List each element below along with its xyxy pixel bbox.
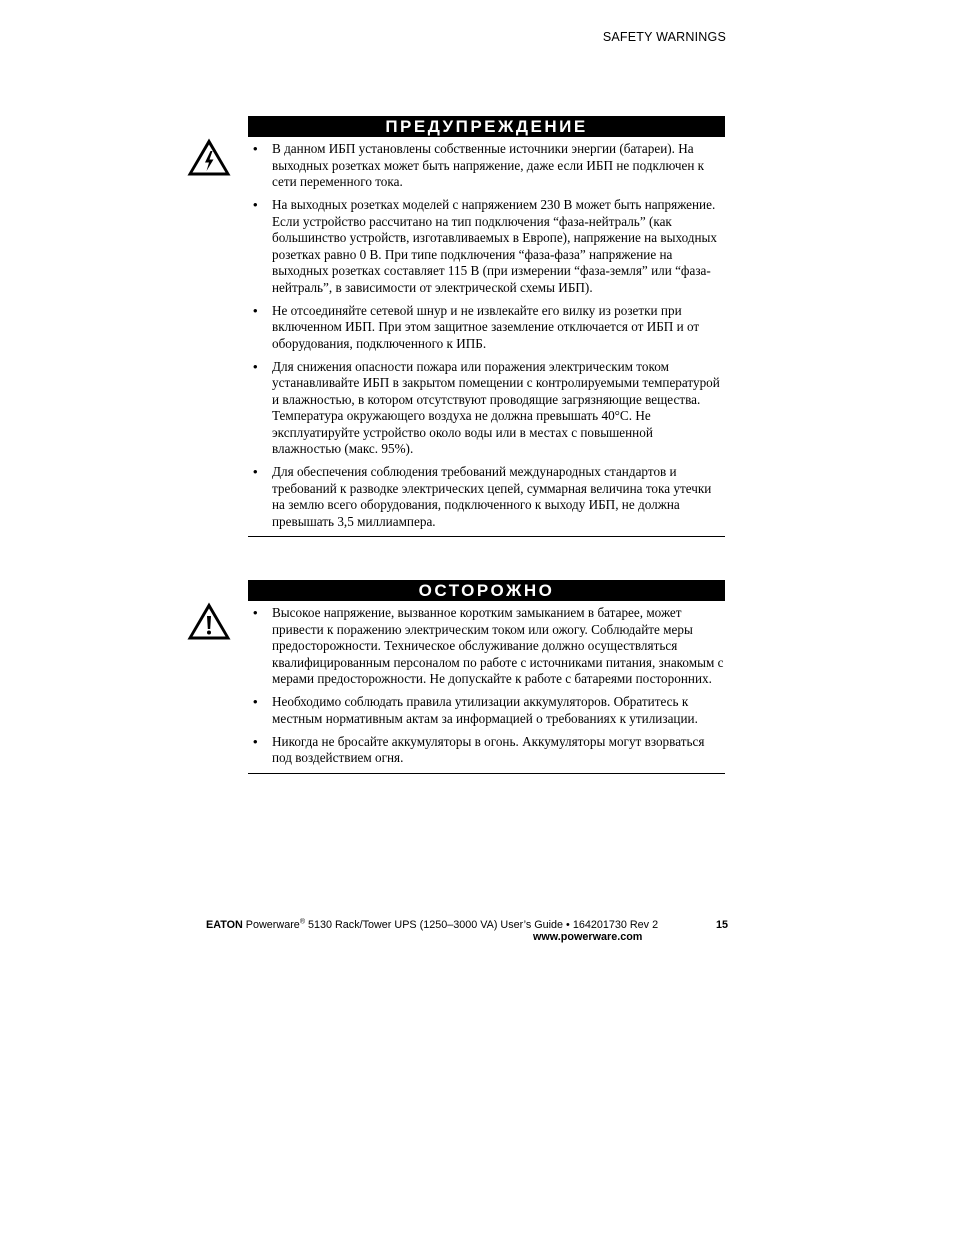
list-item: • Не отсоединяйте сетевой шнур и не извлекайте его вилку из розетки при включенном ИБП. При этом защитное заземление отключается от ИБП и от оборудования, подключенного к ИПБ. [248,303,725,353]
footer-website: www.powerware.com [533,931,643,943]
lightning-bolt-icon [186,137,232,177]
caution-title: ОСТОРОЖНО [248,580,725,601]
list-item: • На выходных розетках моделей с напряжением 230 В может быть напряжение. Если устройство рассчитано на тип подключения “фаза-нейтраль” (как большинство устройств, изготавливаемых в Европе), напряжение на выходных розетках равно 0 В. При типе подключения “фаза-фаза” напряжение на выходных розетках составляет 115 В (при измерении “фаза-земля” или “фаза-нейтраль”, в зависимости от электрической схемы ИБП). [248,197,725,296]
caution-list [248,605,725,767]
footer-title-rest: 5130 Rack/Tower UPS (1250–3000 VA) User’s Guide • 164201730 Rev 2 [304,919,659,931]
footer-registered-mark: ® [299,918,305,926]
list-item: • Никогда не бросайте аккумуляторы в огонь. Аккумуляторы могут взорваться под воздействием огня. [248,734,725,767]
footer-brand: EATON [206,919,243,931]
list-item: • Для обеспечения соблюдения требований международных стандартов и требований к разводке электрических цепей, суммарная величина тока утечки на землю всего оборудования, подключенного к выходу ИБП, не должна превышать 3,5 миллиампера. [248,464,725,530]
footer-title-line [206,919,728,931]
page-number: 15 [715,919,728,931]
exclamation-triangle-icon [186,601,232,641]
footer-product: Powerware [242,919,300,931]
list-item: • Для снижения опасности пожара или поражения электрическим током устанавливайте ИБП в закрытом помещении с контролируемыми температурой и влажностью, в котором отсутствуют проводящие загрязняющие вещества. Температура окружающего воздуха не должна превышать 40°C. Не эксплуатируйте устройство около воды или в местах с повышенной влажностью (макс. 95%). [248,359,725,458]
caution-section [248,580,725,774]
page-footer [206,919,728,943]
section-divider [248,773,725,774]
list-item: • Необходимо соблюдать правила утилизации аккумуляторов. Обратитесь к местным нормативным актам за информацией о требованиях к утилизации. [248,694,725,727]
section-divider [248,536,725,537]
warning-list [248,141,725,530]
warning-section [248,116,725,537]
running-header: SAFETY WARNINGS [602,30,726,44]
warning-title: ПРЕДУПРЕЖДЕНИЕ [248,116,725,137]
list-item: • В данном ИБП установлены собственные источники энергии (батареи). На выходных розетках может быть напряжение, даже если ИБП не подключен к сети переменного тока. [248,141,725,191]
list-item: • Высокое напряжение, вызванное коротким замыканием в батарее, может привести к поражению электрическим током или ожогу. Соблюдайте меры предосторожности. Техническое обслуживание должно осуществляться квалифицированным персоналом по работе с источниками питания, знакомым с мерами предосторожности. Не допускайте к работе с батареями посторонних. [248,605,725,688]
